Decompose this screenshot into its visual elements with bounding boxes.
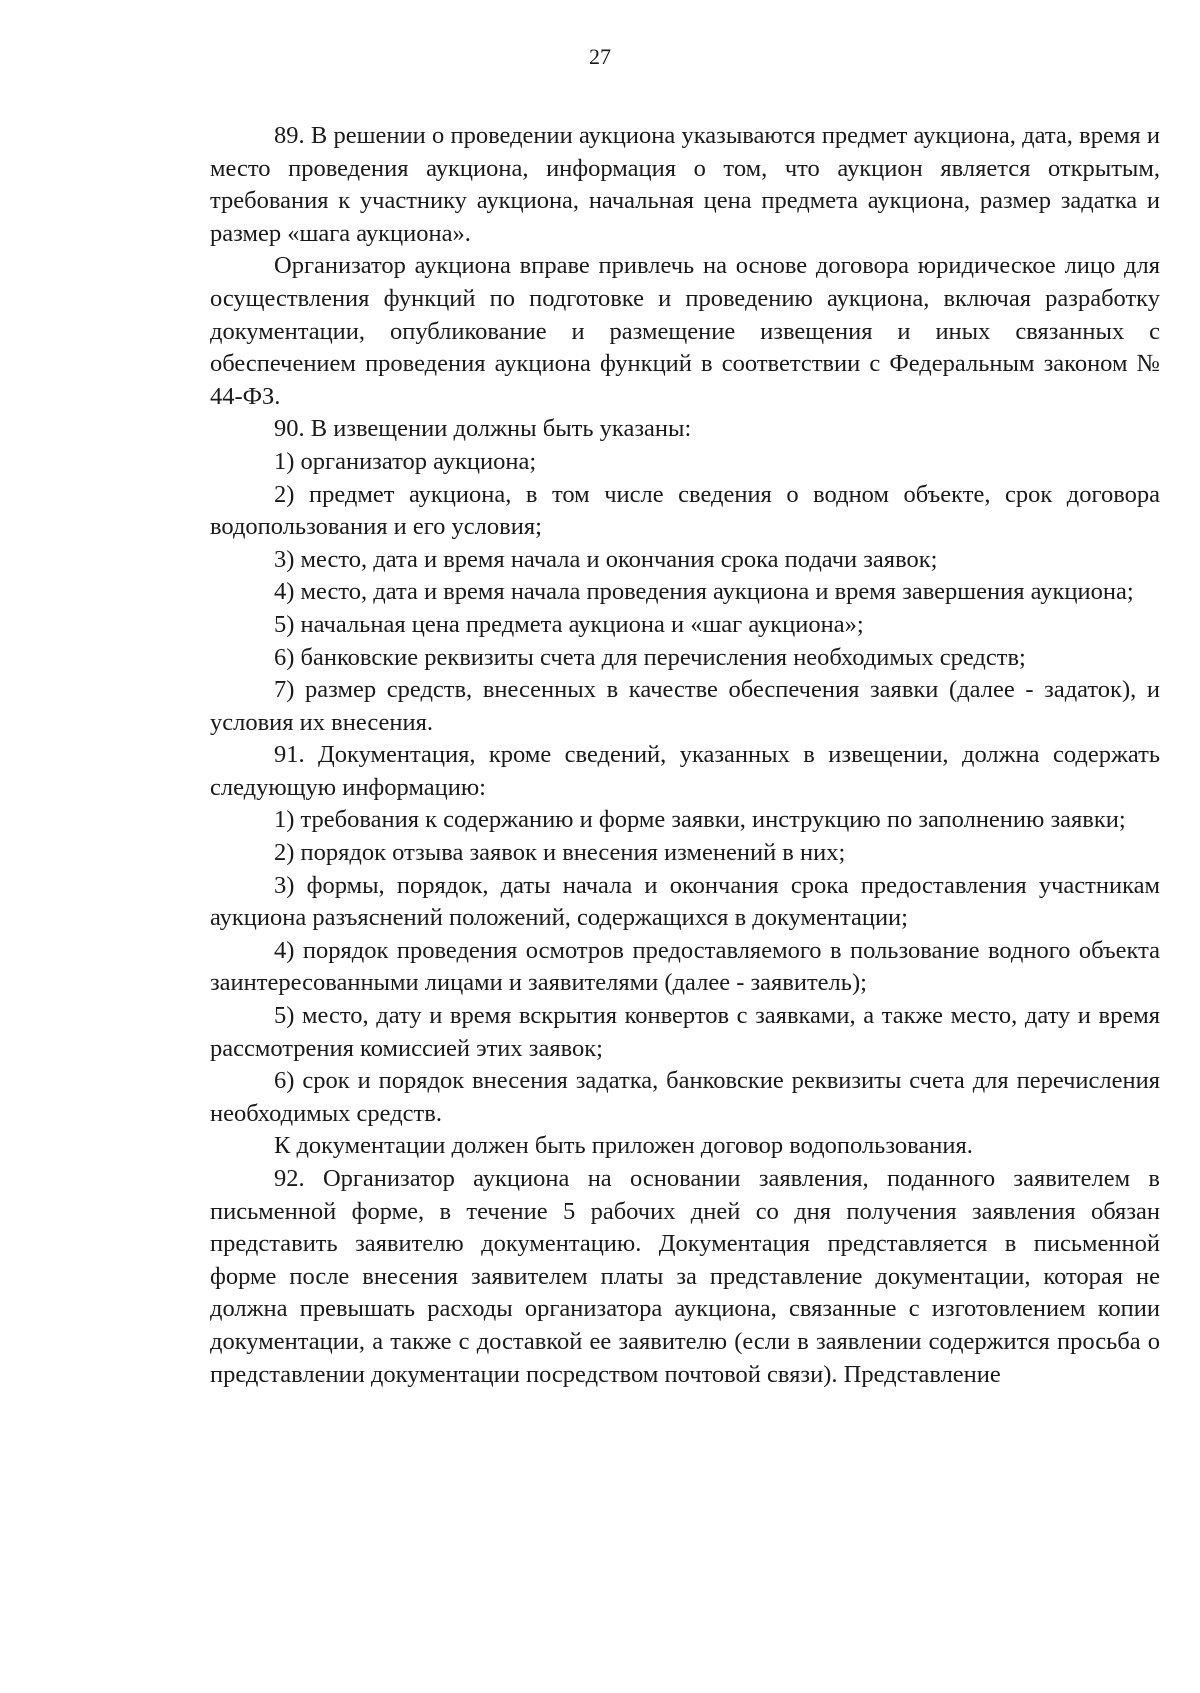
paragraph-91: 91. Документация, кроме сведений, указанных в извещении, должна содержать следующую информацию: [210, 741, 1160, 801]
list-item-91-2: 2) порядок отзыва заявок и внесения изменений в них; [274, 839, 846, 867]
list-item-90-7: 7) размер средств, внесенных в качестве обеспечения заявки (далее - задаток), и условия их внесения. [210, 676, 1160, 736]
list-item-90-5: 5) начальная цена предмета аукциона и «шаг аукциона»; [274, 610, 864, 638]
list-item-91-5: 5) место, дату и время вскрытия конвертов с заявками, а также место, дату и время рассмотрения комиссией этих заявок; [210, 1002, 1160, 1062]
list-item-90-1: 1) организатор аукциона; [274, 447, 537, 475]
list-item-90-2: 2) предмет аукциона, в том числе сведения о водном объекте, срок договора водопользования и его условия; [210, 480, 1160, 541]
list-item-91-4: 4) порядок проведения осмотров предоставляемого в пользование водного объекта заинтересованными лицами и заявителями (далее - заявитель); [210, 936, 1160, 997]
list-item-91-1: 1) требования к содержанию и форме заявки, инструкцию по заполнению заявки; [274, 806, 1126, 834]
paragraph-organizer: Организатор аукциона вправе привлечь на основе договора юридическое лицо для осуществления функций по подготовке и проведению аукциона, включая разработку документации, опубликование и размещение извещения и иных связанных с обеспечением проведения аукциона функций в соответствии с Федеральным законом № 44-ФЗ. [210, 252, 1160, 410]
list-item-90-4: 4) место, дата и время начала проведения аукциона и время завершения аукциона; [274, 578, 1134, 606]
paragraph-92: 92. Организатор аукциона на основании заявления, поданного заявителем в письменной форме, в течение 5 рабочих дней со дня получения заявления обязан представить заявителю документацию. Документация представляется в письменной форме после внесения заявителем платы за представление документации, которая не должна превышать расходы организатора аукциона, связанные с изготовлением копии документации, а также с доставкой ее заявителю (если в заявлении содержится просьба о представлении документации посредством почтовой связи). Представление [210, 1165, 1160, 1388]
list-item-90-6: 6) банковские реквизиты счета для перечисления необходимых средств; [274, 643, 1026, 671]
paragraph-90: 90. В извещении должны быть указаны: [274, 415, 692, 443]
document-body [210, 120, 1160, 1391]
paragraph-attachment: К документации должен быть приложен договор водопользования. [274, 1132, 973, 1160]
list-item-90-3: 3) место, дата и время начала и окончания срока подачи заявок; [274, 545, 938, 573]
list-item-91-3: 3) формы, порядок, даты начала и окончания срока предоставления участникам аукциона разъяснений положений, содержащихся в документации; [210, 871, 1160, 932]
paragraph-89: 89. В решении о проведении аукциона указываются предмет аукциона, дата, время и место проведения аукциона, информация о том, что аукцион является открытым, требования к участнику аукциона, начальная цена предмета аукциона, размер задатка и размер «шага аукциона». [210, 122, 1160, 247]
page-number: 27 [589, 44, 611, 69]
list-item-91-6: 6) срок и порядок внесения задатка, банковские реквизиты счета для перечисления необходимых средств. [210, 1067, 1160, 1127]
